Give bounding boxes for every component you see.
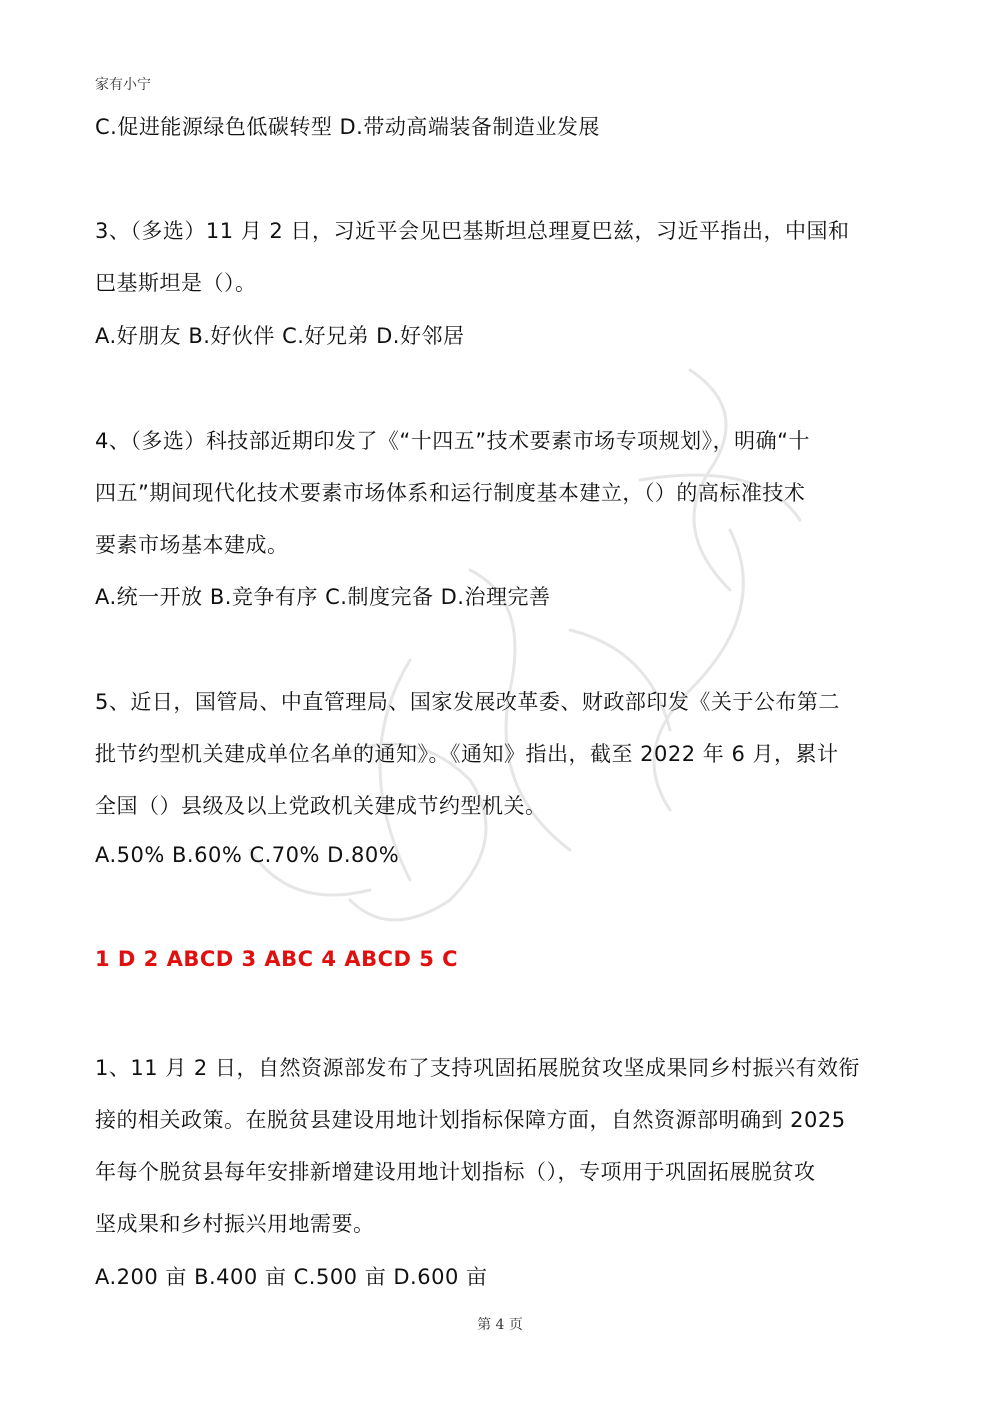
question-line: 接的相关政策。在脱贫县建设用地计划指标保障方面，自然资源部明确到 2025 (95, 1108, 846, 1132)
question-line: 批节约型机关建成单位名单的通知》。《通知》指出，截至 2022 年 6 月，累计 (95, 742, 839, 766)
question-line: 3、（多选）11 月 2 日，习近平会见巴基斯坦总理夏巴兹，习近平指出，中国和 (95, 219, 850, 243)
question-line: 4、（多选）科技部近期印发了《“十四五”技术要素市场专项规划》，明确“十 (95, 429, 810, 453)
option-line: C.促进能源绿色低碳转型 D.带动高端装备制造业发展 (95, 115, 600, 139)
answer-key: 1 D 2 ABCD 3 ABC 4 ABCD 5 C (95, 947, 459, 971)
question-line: 坚成果和乡村振兴用地需要。 (95, 1212, 375, 1236)
question-line: 全国（）县级及以上党政机关建成节约型机关。 (95, 794, 547, 818)
question-line: 四五”期间现代化技术要素市场体系和运行制度基本建立，（）的高标准技术 (95, 481, 806, 505)
question-line: 5、近日，国管局、中直管理局、国家发展改革委、财政部印发《关于公布第二 (95, 690, 840, 714)
option-line: A.好朋友 B.好伙伴 C.好兄弟 D.好邻居 (95, 324, 465, 348)
option-line: A.50% B.60% C.70% D.80% (95, 843, 400, 867)
option-line: A.统一开放 B.竞争有序 C.制度完备 D.治理完善 (95, 585, 551, 609)
page-header: 家有小宁 (95, 77, 151, 93)
question-line: 要素市场基本建成。 (95, 533, 289, 557)
question-line: 1、11 月 2 日，自然资源部发布了支持巩固拓展脱贫攻坚成果同乡村振兴有效衔 (95, 1056, 860, 1080)
option-line: A.200 亩 B.400 亩 C.500 亩 D.600 亩 (95, 1265, 488, 1289)
question-line: 巴基斯坦是（）。 (95, 271, 257, 295)
page-number: 第 4 页 (477, 1317, 523, 1333)
question-line: 年每个脱贫县每年安排新增建设用地计划指标（），专项用于巩固拓展脱贫攻 (95, 1160, 816, 1184)
